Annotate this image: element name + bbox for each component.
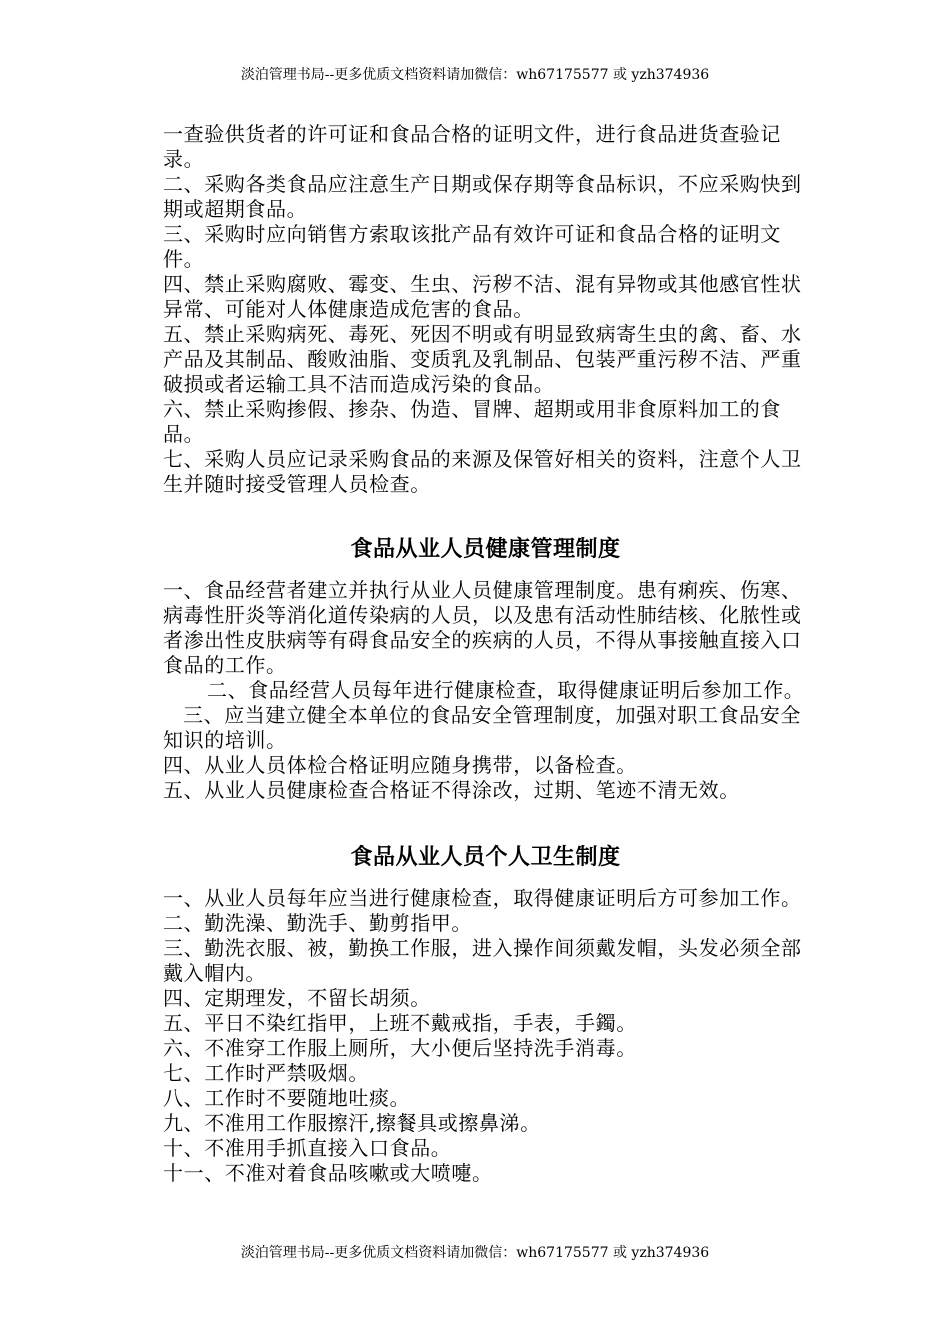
hygiene-item-10: 十、不准用手抓直接入口食品。 — [163, 1136, 452, 1160]
purchase-section — [163, 122, 808, 497]
hygiene-item-1: 一、从业人员每年应当进行健康检查，取得健康证明后方可参加工作。 — [163, 886, 802, 910]
hygiene-item-11: 十一、不准对着食品咳嗽或大喷嚏。 — [163, 1161, 493, 1185]
health-section — [163, 535, 808, 803]
health-item-2: 二、食品经营人员每年进行健康检查，取得健康证明后参加工作。 — [207, 678, 805, 702]
hygiene-section — [163, 843, 808, 1186]
purchase-item-5: 五、禁止采购病死、毒死、死因不明或有明显致病寄生虫的禽、畜、水产品及其制品、酸败油脂、变质乳及乳制品、包装严重污秽不洁、严重破损或者运输工具不洁而造成污染的食品。 — [163, 322, 802, 396]
hygiene-item-5: 五、平日不染红指甲，上班不戴戒指，手表，手鐲。 — [163, 1011, 637, 1035]
purchase-item-1: 一查验供货者的许可证和食品合格的证明文件，进行食品进货查验记录。 — [163, 122, 781, 171]
hygiene-item-3: 三、勤洗衣服、被，勤换工作服，进入操作间须戴发帽，头发必须全部戴入帽内。 — [163, 936, 802, 985]
health-section-title: 食品从业人员健康管理制度 — [350, 536, 621, 562]
purchase-item-7: 七、采购人员应记录采购食品的来源及保管好相关的资料，注意个人卫生并随时接受管理人员检查。 — [163, 447, 802, 496]
health-item-5: 五、从业人员健康检查合格证不得涂改，过期、笔迹不清无效。 — [163, 778, 740, 802]
purchase-item-3: 三、采购时应向销售方索取该批产品有效许可证和食品合格的证明文件。 — [163, 222, 781, 271]
purchase-item-6: 六、禁止采购掺假、掺杂、伪造、冒牌、超期或用非食原料加工的食品。 — [163, 397, 781, 446]
page-header: 淡泊管理书局--更多优质文档资料请加微信：wh67175577 或 yzh374936 — [240, 67, 710, 83]
health-item-3: 三、应当建立健全本单位的食品安全管理制度，加强对职工食品安全知识的培训。 — [163, 703, 801, 752]
hygiene-item-9: 九、不准用工作服擦汗,擦餐具或擦鼻涕。 — [163, 1111, 541, 1135]
hygiene-item-7: 七、工作时严禁吸烟。 — [163, 1061, 369, 1085]
hygiene-item-6: 六、不准穿工作服上厕所，大小便后坚持洗手消毒。 — [163, 1036, 637, 1060]
health-item-1: 一、食品经营者建立并执行从业人员健康管理制度。患有痢疾、伤寒、病毒性肝炎等消化道传染病的人员，以及患有活动性肺结核、化脓性或者渗出性皮肤病等有碍食品安全的疾病的人员，不得从事接触直接入口食品的工作。 — [163, 578, 802, 677]
purchase-item-4: 四、禁止采购腐败、霉变、生虫、污秽不洁、混有异物或其他感官性状异常、可能对人体健康造成危害的食品。 — [163, 272, 802, 321]
hygiene-item-4: 四、定期理发，不留长胡须。 — [163, 986, 431, 1010]
hygiene-item-2: 二、勤洗澡、勤洗手、勤剪指甲。 — [163, 911, 472, 935]
hygiene-section-title: 食品从业人员个人卫生制度 — [350, 844, 621, 870]
health-item-4: 四、从业人员体检合格证明应随身携带，以备检查。 — [163, 753, 637, 777]
document-body — [163, 122, 808, 1186]
hygiene-item-8: 八、工作时不要随地吐痰。 — [163, 1086, 411, 1110]
page-footer: 淡泊管理书局--更多优质文档资料请加微信：wh67175577 或 yzh374936 — [240, 1245, 710, 1261]
purchase-item-2: 二、采购各类食品应注意生产日期或保存期等食品标识，不应采购快到期或超期食品。 — [163, 172, 802, 221]
